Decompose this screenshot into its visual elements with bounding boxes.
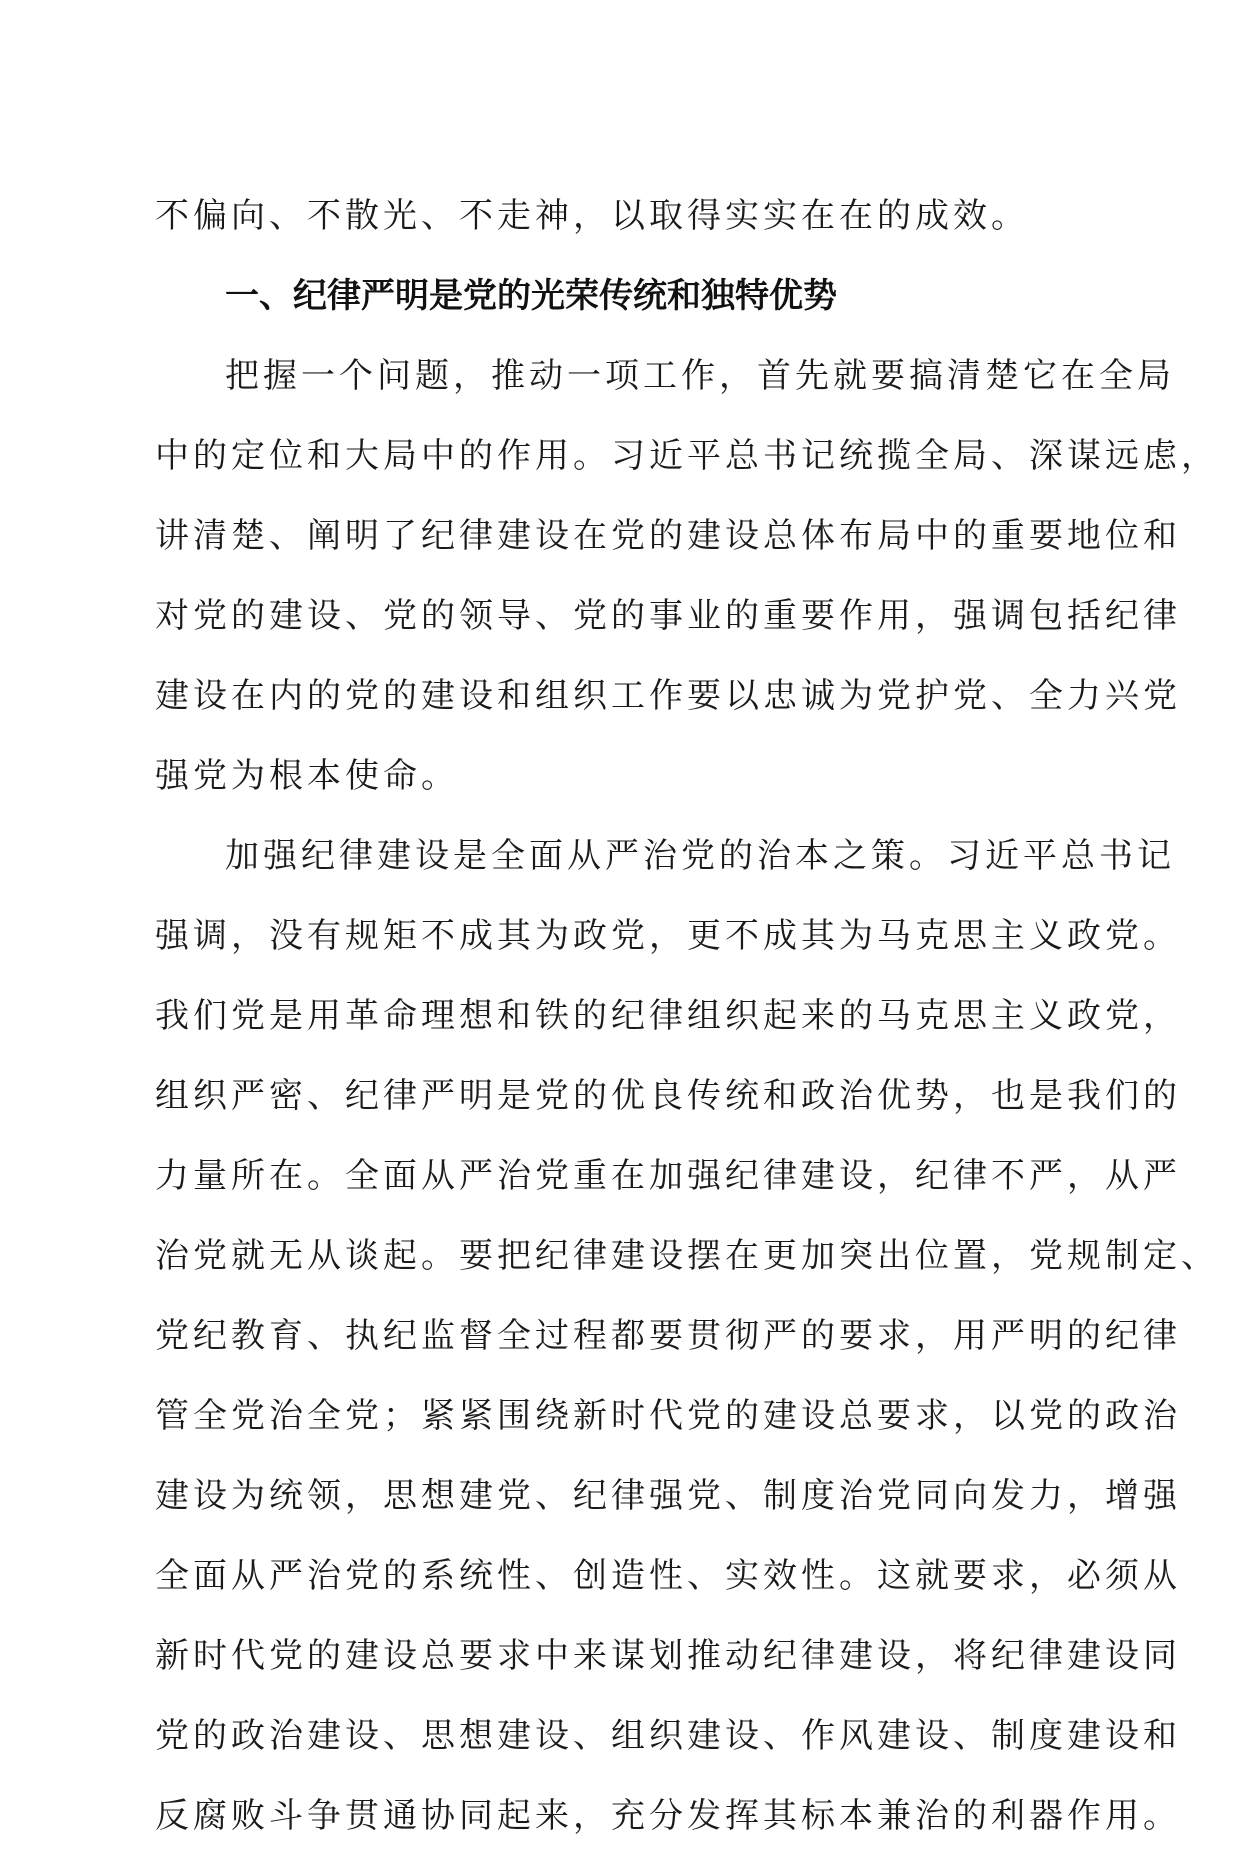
paragraph-2-line: 新时代党的建设总要求中来谋划推动纪律建设，将纪律建设同: [155, 1636, 1181, 1676]
document-body: [155, 176, 1219, 1856]
paragraph-1-line: 讲清楚、阐明了纪律建设在党的建设总体布局中的重要地位和: [155, 516, 1181, 556]
section-heading: 一、纪律严明是党的光荣传统和独特优势: [225, 276, 837, 316]
paragraph-2-line: 管全党治全党；紧紧围绕新时代党的建设总要求，以党的政治: [155, 1396, 1181, 1436]
paragraph-2-line: 我们党是用革命理想和铁的纪律组织起来的马克思主义政党，: [155, 996, 1181, 1036]
paragraph-2-line: 建设为统领，思想建党、纪律强党、制度治党同向发力，增强: [155, 1476, 1181, 1516]
paragraph-2-line: 党的政治建设、思想建设、组织建设、作风建设、制度建设和: [155, 1716, 1181, 1756]
paragraph-2-line: 反腐败斗争贯通协同起来，充分发挥其标本兼治的利器作用。: [155, 1796, 1181, 1836]
paragraph-2-line: 治党就无从谈起。要把纪律建设摆在更加突出位置，党规制定、: [155, 1236, 1219, 1276]
paragraph-2-line: 加强纪律建设是全面从严治党的治本之策。习近平总书记: [225, 836, 1175, 876]
paragraph-1-line: 对党的建设、党的领导、党的事业的重要作用，强调包括纪律: [155, 596, 1181, 636]
paragraph-2-line: 强调，没有规矩不成其为政党，更不成其为马克思主义政党。: [155, 916, 1181, 956]
paragraph-2-line: 党纪教育、执纪监督全过程都要贯彻严的要求，用严明的纪律: [155, 1316, 1181, 1356]
paragraph-1-line: 强党为根本使命。: [155, 756, 459, 796]
paragraph-1-line: 中的定位和大局中的作用。习近平总书记统揽全局、深谋远虑，: [155, 436, 1219, 476]
paragraph-1-line: 把握一个问题，推动一项工作，首先就要搞清楚它在全局: [225, 356, 1175, 396]
paragraph-2-line: 力量所在。全面从严治党重在加强纪律建设，纪律不严，从严: [155, 1156, 1181, 1196]
paragraph-2-line: 组织严密、纪律严明是党的优良传统和政治优势，也是我们的: [155, 1076, 1181, 1116]
paragraph-continuation-line: 不偏向、不散光、不走神，以取得实实在在的成效。: [155, 196, 1029, 236]
paragraph-2-line: 全面从严治党的系统性、创造性、实效性。这就要求，必须从: [155, 1556, 1181, 1596]
paragraph-1-line: 建设在内的党的建设和组织工作要以忠诚为党护党、全力兴党: [155, 676, 1181, 716]
